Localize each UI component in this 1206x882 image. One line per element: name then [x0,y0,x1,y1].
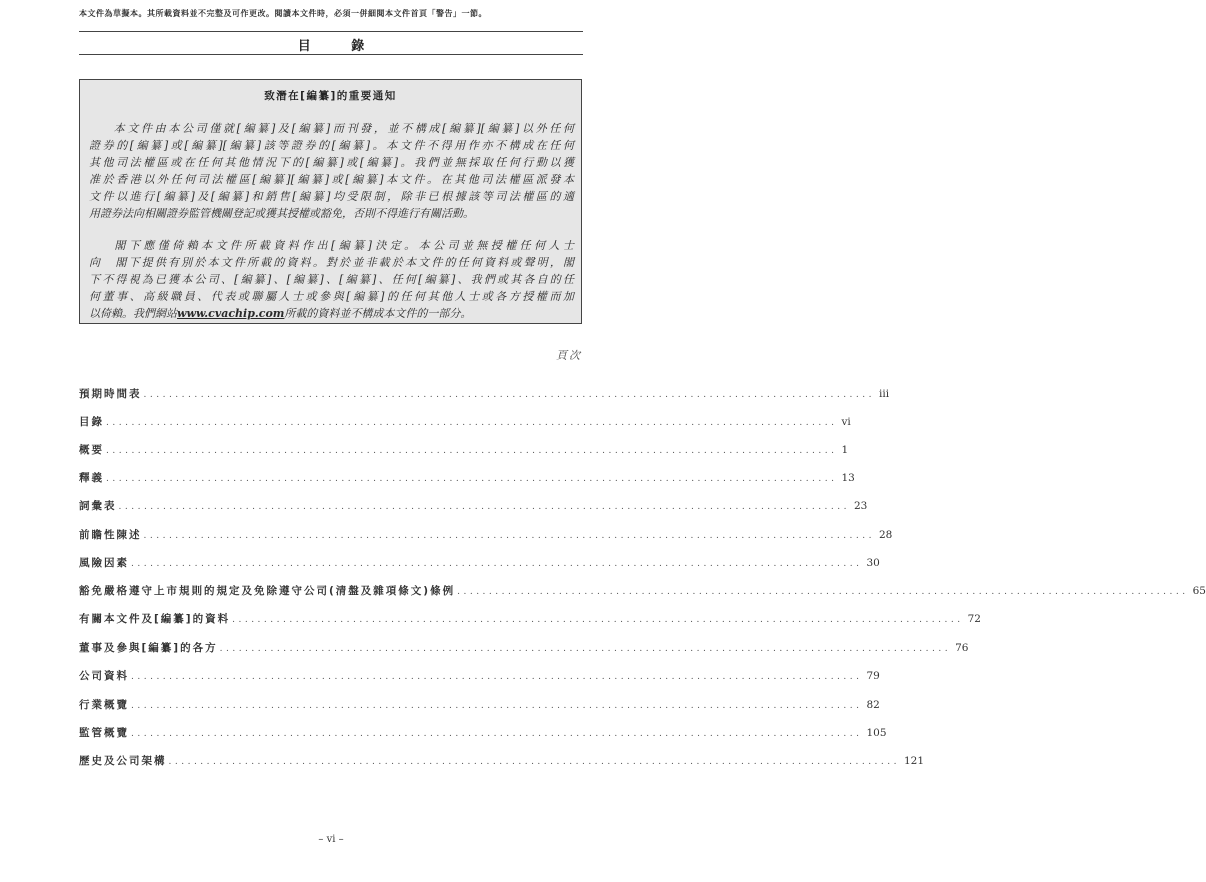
toc-leader-dots: ................................................................................................................... [232,615,964,625]
toc-entry[interactable] [79,640,969,656]
notice-line: 文件以進行[編纂]及[編纂]和銷售[編纂]均受限制，除非已根據該等司法權區的適 [89,190,574,203]
toc-entry-page: 121 [904,755,925,767]
toc-entry-label: 董事及參與[編纂]的各方 [79,642,218,654]
toc-entry-label: 預期時間表 [79,388,142,400]
toc-leader-dots: ................................................................................................................... [457,587,1189,597]
toc-leader-dots: ................................................................................................................... [131,672,863,682]
toc-entry[interactable] [79,386,890,402]
draft-warning-notice: 本文件為草擬本。其所載資料並不完整及可作更改。閱讀本文件時，必須一併細閱本文件首頁「警告」一節。 [79,9,487,18]
header-rule-top [79,31,583,32]
toc-entry-label: 歷史及公司架構 [79,755,167,767]
toc-entry-page: 23 [854,500,868,512]
toc-entry[interactable] [79,414,851,430]
toc-entry[interactable] [79,470,855,486]
toc-leader-dots: ................................................................................................................... [118,502,850,512]
notice-line: 其他司法權區或在任何其他情況下的[編纂]或[編纂]。我們並無採取任何行動以獲 [89,156,574,169]
notice-line: 以倚賴。我們網站www.cvachip.com所載的資料並不構成本文件的一部分。 [89,307,472,320]
toc-entry-page: 82 [866,699,880,711]
notice-line: 本文件由本公司僅就[編纂]及[編纂]而刊發，並不構成[編纂][編纂]以外任何 [111,122,574,135]
toc-entry-label: 監管概覽 [79,727,129,739]
toc-entry[interactable] [79,442,849,458]
toc-entry[interactable] [79,527,893,543]
toc-entry[interactable] [79,668,880,684]
toc-entry-label: 豁免嚴格遵守上市規則的規定及免除遵守公司(清盤及雜項條文)條例 [79,585,456,597]
notice-line: 下不得視為已獲本公司、[編纂]、[編纂]、[編纂]、任何[編纂]、我們或其各自的任 [89,273,574,286]
page-number: – vi – [318,834,344,845]
toc-entry[interactable] [79,697,880,713]
toc-leader-dots: ................................................................................................................... [106,446,838,456]
toc-entry-page: 1 [841,444,849,456]
toc-entry-label: 有關本文件及[編纂]的資料 [79,613,231,625]
notice-heading: 致潛在[編纂]的重要通知 [264,90,397,102]
toc-entry-label: 概要 [79,444,104,456]
notice-line: 閣下應僅倚賴本文件所載資料作出[編纂]決定。本公司並無授權任何人士 [111,239,574,252]
toc-entry-page: iii [879,388,890,400]
toc-leader-dots: ................................................................................................................... [143,390,875,400]
toc-entry-page: vi [841,416,851,428]
toc-entry-page: 105 [866,727,887,739]
toc-leader-dots: ................................................................................................................... [131,559,863,569]
toc-entry-page: 76 [955,642,969,654]
website-link[interactable]: www.cvachip.com [177,307,285,320]
toc-entry-label: 公司資料 [79,670,129,682]
notice-line: 何董事、高級職員、代表或聯屬人士或參與[編纂]的任何其他人士或各方授權而加 [89,290,574,303]
notice-line: 用證券法向相關證券監管機關登記或獲其授權或豁免，否則不得進行有關活動。 [89,207,474,220]
toc-leader-dots: ................................................................................................................... [106,474,838,484]
toc-entry-label: 詞彙表 [79,500,117,512]
page-title: 目 錄 [297,39,383,54]
toc-entry[interactable] [79,555,880,571]
toc-leader-dots: ................................................................................................................... [143,531,875,541]
page-column-label: 頁次 [556,349,582,362]
toc-entry-label: 行業概覽 [79,699,129,711]
toc-entry[interactable] [79,611,981,627]
toc-entry[interactable] [79,725,887,741]
toc-entry-label: 釋義 [79,472,104,484]
header-rule-bottom [79,54,583,55]
toc-entry-page: 28 [879,529,893,541]
toc-entry-label: 目錄 [79,416,104,428]
toc-entry[interactable] [79,583,1206,599]
toc-entry-page: 72 [967,613,981,625]
toc-entry-label: 風險因素 [79,557,129,569]
toc-entry-page: 79 [866,670,880,682]
toc-entry-page: 65 [1192,585,1206,597]
toc-entry[interactable] [79,498,868,514]
toc-leader-dots: ................................................................................................................... [106,418,838,428]
toc-leader-dots: ................................................................................................................... [131,701,863,711]
toc-leader-dots: ................................................................................................................... [131,729,863,739]
toc-entry-page: 13 [841,472,855,484]
notice-line: 證券的[編纂]或[編纂][編纂]該等證券的[編纂]。本文件不得用作亦不構成在任何 [89,139,574,152]
toc-entry[interactable] [79,753,925,769]
toc-entry-label: 前瞻性陳述 [79,529,142,541]
important-notice-box [79,79,582,324]
notice-line: 向 閣下提供有別於本文件所載的資料。對於並非載於本文件的任何資料或聲明，閣 [89,256,574,269]
toc-entry-page: 30 [866,557,880,569]
toc-leader-dots: ................................................................................................................... [219,644,952,654]
notice-line: 准於香港以外任何司法權區[編纂][編纂]或[編纂]本文件。在其他司法權區派發本 [89,173,574,186]
toc-leader-dots: ................................................................................................................... [168,757,900,767]
